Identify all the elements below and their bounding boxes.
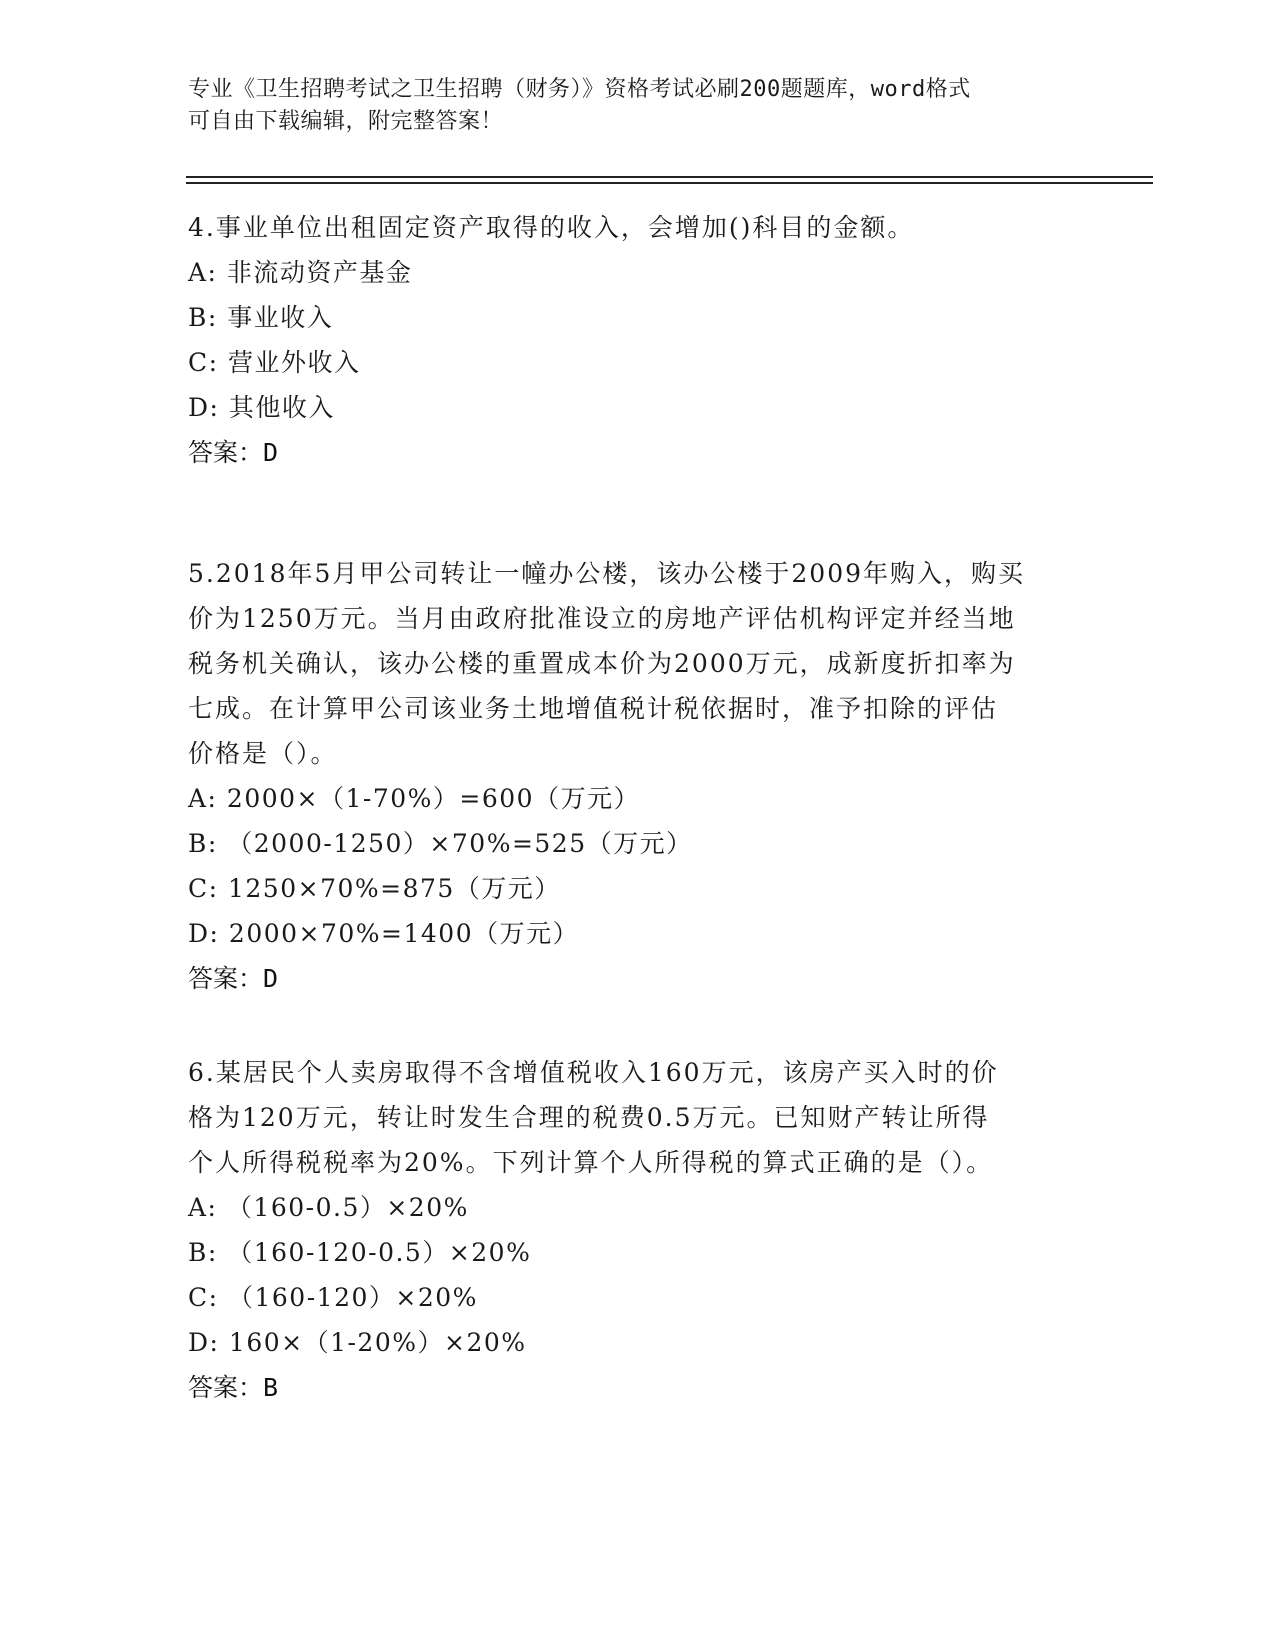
option-d: D: 160×（1-20%）×20% (188, 1328, 527, 1357)
question-stem-line: 价为1250万元。当月由政府批准设立的房地产评估机构评定并经当地 (188, 604, 1016, 633)
answer-label: 答案：B (188, 1373, 279, 1402)
question-stem-line: 4.事业单位出租固定资产取得的收入，会增加()科目的金额。 (188, 213, 915, 242)
option-d: D: 2000×70%=1400（万元） (188, 919, 580, 948)
header-line-2: 可自由下载编辑，附完整答案！ (188, 109, 504, 134)
header-divider-bottom (186, 182, 1153, 184)
option-b: B: 事业收入 (188, 303, 334, 332)
option-c: C: （160-120）×20% (188, 1283, 478, 1312)
header-line-1: 专业《卫生招聘考试之卫生招聘（财务）》资格考试必刷200题题库，word格式 (188, 77, 971, 102)
option-c: C: 营业外收入 (188, 348, 361, 377)
option-d: D: 其他收入 (188, 393, 335, 422)
question-4 (188, 205, 1088, 475)
question-stem-line: 税务机关确认，该办公楼的重置成本价为2000万元，成新度折扣率为 (188, 649, 1016, 678)
question-stem-line: 价格是（）。 (188, 739, 338, 768)
answer-label: 答案：D (188, 964, 279, 993)
option-a: A: 非流动资产基金 (188, 258, 413, 287)
question-stem-line: 格为120万元，转让时发生合理的税费0.5万元。已知财产转让所得 (188, 1103, 990, 1132)
option-c: C: 1250×70%=875（万元） (188, 874, 561, 903)
header-divider-top (186, 176, 1153, 178)
document-header (188, 74, 1088, 138)
answer-label: 答案：D (188, 438, 279, 467)
question-6 (188, 1050, 1088, 1410)
question-stem-line: 七成。在计算甲公司该业务土地增值税计税依据时，准予扣除的评估 (188, 694, 999, 723)
option-b: B: （160-120-0.5）×20% (188, 1238, 532, 1267)
question-stem-line: 6.某居民个人卖房取得不含增值税收入160万元，该房产买入时的价 (188, 1058, 999, 1087)
question-stem-line: 5.2018年5月甲公司转让一幢办公楼，该办公楼于2009年购入，购买 (188, 559, 1026, 588)
option-b: B: （2000-1250）×70%=525（万元） (188, 829, 693, 858)
question-stem-line: 个人所得税税率为20%。下列计算个人所得税的算式正确的是（）。 (188, 1148, 994, 1177)
question-5 (188, 551, 1088, 1001)
option-a: A: （160-0.5）×20% (188, 1193, 469, 1222)
option-a: A: 2000×（1-70%）=600（万元） (188, 784, 641, 813)
